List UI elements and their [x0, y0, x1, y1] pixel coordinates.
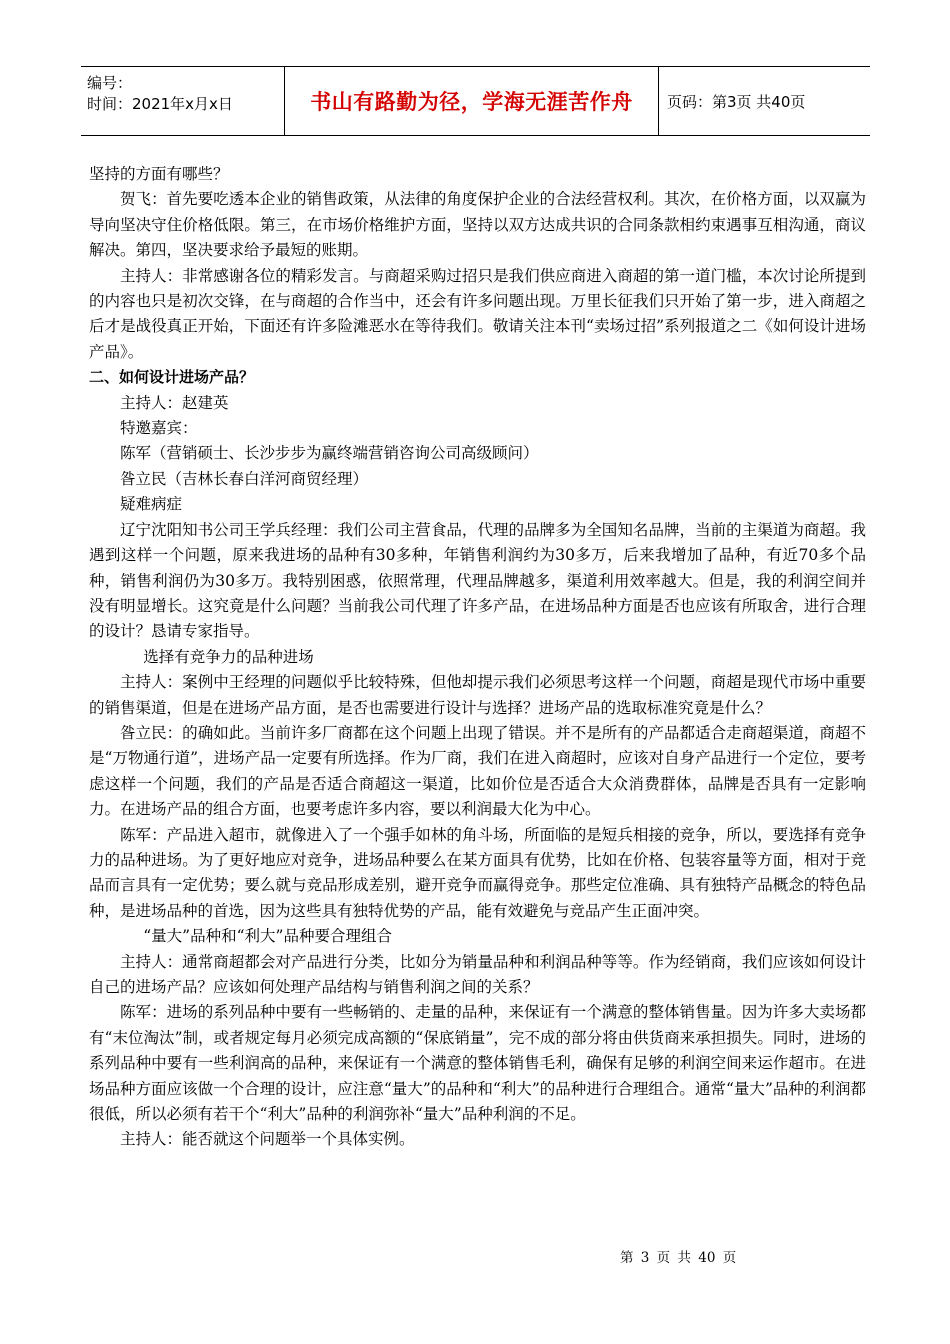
paragraph: 陈军：产品进入超市，就像进入了一个强手如林的角斗场，所面临的是短兵相接的竞争，所以，要选择有竞争力的品种进场。为了更好地应对竞争，进场品种要么在某方面具有优势，比如在价格、包装容量等方面，相对于竞品而言具有一定优势；要么就与竞品形成差别，避开竞争而赢得竞争。那些定位准确、具有独特产品概念的特色品种，是进场品种的首选，因为这些具有独特优势的产品，能有效避免与竞品产生正面冲突。	[89, 825, 866, 920]
document-date: 时间：2021年x月x日	[87, 95, 233, 113]
paragraph: 主持人：赵建英	[120, 393, 229, 412]
header-motto: 书山有路勤为径，学海无涯苦作舟	[310, 90, 633, 114]
paragraph: 特邀嘉宾：	[120, 419, 198, 438]
paragraph: 昝立民：的确如此。当前许多厂商都在这个问题上出现了错误。并不是所有的产品都适合走商超渠道，商超不是“万物通行道”，进场产品一定要有所选择。作为厂商，我们在进入商超时，应该对自身产品进行一个定位，要考虑这样一个问题，我们的产品是否适合商超这一渠道，比如价位是否适合大众消费群体，品牌是否具有一定影响力。在进场产品的组合方面，也要考虑许多内容，要以利润最大化为中心。	[89, 723, 866, 819]
paragraph: 陈军（营销硕士、长沙步步为赢终端营销咨询公司高级顾问）	[120, 444, 539, 463]
page-footer: 第 3 页 共 40 页	[620, 1250, 737, 1266]
page-header	[81, 66, 870, 136]
paragraph: 昝立民（吉林长春白洋河商贸经理）	[120, 469, 369, 488]
paragraph: 贺飞：首先要吃透本企业的销售政策，从法律的角度保护企业的合法经营权利。其次，在价格方面，以双赢为导向坚决守住价格低限。第三，在市场价格维护方面，坚持以双方达成共识的合同条款相约束遇事互相沟通，商议解决。第四，坚决要求给予最短的账期。	[89, 190, 866, 260]
document-number: 编号：	[87, 74, 133, 92]
document-body	[89, 162, 866, 1153]
section-heading: 二、如何设计进场产品？	[89, 368, 255, 387]
paragraph: 坚持的方面有哪些？	[89, 165, 229, 183]
header-page-number: 页码：第3页 共40页	[667, 92, 806, 111]
subsection-title: 选择有竞争力的品种进场	[143, 647, 314, 666]
header-motto-cell	[285, 67, 659, 135]
paragraph: 主持人：非常感谢各位的精彩发言。与商超采购过招只是我们供应商进入商超的第一道门槛，本次讨论所提到的内容也只是初次交锋，在与商超的合作当中，还会有许多问题出现。万里长征我们只开始了第一步，进入商超之后才是战役真正开始，下面还有许多险滩恶水在等待我们。敬请关注本刊“卖场过招”系列报道之二《如何设计进场产品》。	[89, 266, 866, 361]
paragraph: 陈军：进场的系列品种中要有一些畅销的、走量的品种，来保证有一个满意的整体销售量。因为许多大卖场都有“末位淘汰”制，或者规定每月必须完成高额的“保底销量”，完不成的部分将由供货商来承担损失。同时，进场的系列品种中要有一些利润高的品种，来保证有一个满意的整体销售毛利，确保有足够的利润空间来运作超市。在进场品种方面应该做一个合理的设计，应注意“量大”的品种和“利大”的品种进行合理组合。通常“量大”品种的利润都很低，所以必须有若干个“利大”品种的利润弥补“量大”品种利润的不足。	[89, 1003, 866, 1124]
header-meta	[81, 67, 285, 135]
paragraph: 主持人：案例中王经理的问题似乎比较特殊，但他却提示我们必须思考这样一个问题，商超是现代市场中重要的销售渠道，但是在进场产品方面，是否也需要进行设计与选择？进场产品的选取标准究竟是什么？	[89, 673, 866, 717]
paragraph: 主持人：通常商超都会对产品进行分类，比如分为销量品种和利润品种等等。作为经销商，我们应该如何设计自己的进场产品？应该如何处理产品结构与销售利润之间的关系？	[89, 952, 866, 996]
paragraph: 主持人：能否就这个问题举一个具体实例。	[120, 1130, 415, 1149]
paragraph: 辽宁沈阳知书公司王学兵经理：我们公司主营食品，代理的品牌多为全国知名品牌，当前的主渠道为商超。我遇到这样一个问题，原来我进场的品种有30多种，年销售利润约为30多万，后来我增加了品种，有近70多个品种，销售利润仍为30多万。我特别困惑，依照常理，代理品牌越多，渠道利用效率越大。但是，我的利润空间并没有明显增长。这究竟是什么问题？当前我公司代理了许多产品，在进场品种方面是否也应该有所取舍，进行合理的设计？恳请专家指导。	[89, 520, 866, 641]
subsection-title: “量大”品种和“利大”品种要合理组合	[143, 927, 392, 946]
subsection-label: 疑难病症	[120, 495, 183, 514]
